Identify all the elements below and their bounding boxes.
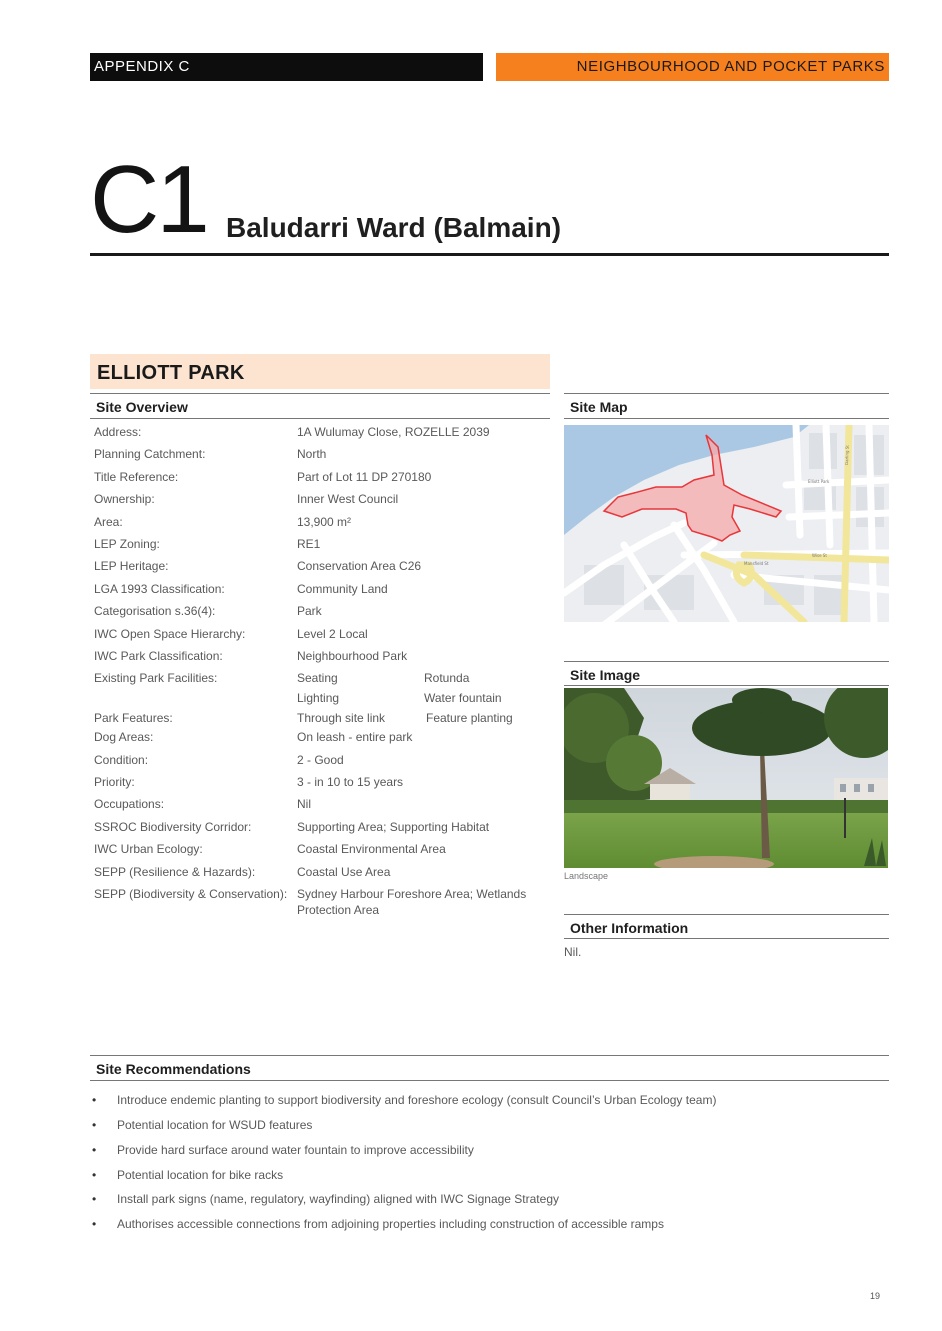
facility-item: Seating (297, 671, 338, 685)
overview-label: SSROC Biodiversity Corridor: (94, 820, 252, 834)
facility-item: Rotunda (424, 671, 470, 685)
bullet-icon: • (92, 1118, 97, 1132)
overview-label: Dog Areas: (94, 730, 154, 744)
overview-value: Part of Lot 11 DP 270180 (297, 470, 432, 484)
facility-item: Water fountain (424, 691, 502, 705)
feature-item: Through site link (297, 711, 386, 725)
overview-label: LGA 1993 Classification: (94, 582, 225, 596)
overview-value: Level 2 Local (297, 627, 368, 641)
recommendation-item: Install park signs (name, regulatory, wayfinding) aligned with IWC Signage Strategy (117, 1192, 559, 1206)
overview-value: Inner West Council (297, 492, 399, 506)
bullet-icon: • (92, 1217, 97, 1231)
overview-label: SEPP (Resilience & Hazards): (94, 865, 256, 879)
overview-label: IWC Urban Ecology: (94, 842, 203, 856)
recommendation-item: Potential location for bike racks (117, 1168, 284, 1182)
photo-caption: Landscape (564, 871, 609, 881)
site-map-heading: Site Map (564, 393, 889, 419)
site-image-heading: Site Image (564, 661, 889, 686)
overview-label: LEP Zoning: (94, 537, 160, 551)
facilities-label: Existing Park Facilities: (94, 671, 218, 685)
recommendation-item: Provide hard surface around water fountain to improve accessibility (117, 1143, 474, 1157)
overview-value: 1A Wulumay Close, ROZELLE 2039 (297, 425, 490, 439)
overview-label: IWC Park Classification: (94, 649, 223, 663)
overview-label: Condition: (94, 753, 149, 767)
overview-value: Protection Area (297, 903, 380, 917)
map-graphic (564, 425, 889, 622)
overview-label: Categorisation s.36(4): (94, 604, 216, 618)
site-overview-heading: Site Overview (90, 393, 550, 419)
category-header: NEIGHBOURHOOD AND POCKET PARKS (496, 53, 889, 81)
overview-value: 2 - Good (297, 753, 344, 767)
title-divider (90, 253, 889, 256)
overview-label: Ownership: (94, 492, 155, 506)
svg-text:Darling St: Darling St (844, 445, 850, 466)
overview-label: SEPP (Biodiversity & Conservation): (94, 887, 288, 901)
other-info-heading: Other Information (564, 914, 889, 939)
facility-item: Lighting (297, 691, 340, 705)
section-code: C1 (90, 146, 207, 253)
overview-value: Coastal Use Area (297, 865, 391, 879)
feature-item: Feature planting (426, 711, 513, 725)
overview-value: Neighbourhood Park (297, 649, 408, 663)
overview-value: Coastal Environmental Area (297, 842, 446, 856)
overview-value: Conservation Area C26 (297, 559, 422, 573)
overview-value: North (297, 447, 327, 461)
bullet-icon: • (92, 1093, 97, 1107)
overview-label: Priority: (94, 775, 135, 789)
appendix-header: APPENDIX C (90, 53, 483, 81)
overview-value: Park (297, 604, 322, 618)
recommendations-heading: Site Recommendations (90, 1055, 889, 1081)
overview-value: Community Land (297, 582, 388, 596)
overview-value: 13,900 m² (297, 515, 352, 529)
recommendation-item: Authorises accessible connections from adjoining properties including construction of accessible ramps (117, 1217, 664, 1231)
overview-value: Supporting Area; Supporting Habitat (297, 820, 490, 834)
overview-value: 3 - in 10 to 15 years (297, 775, 404, 789)
overview-label: Occupations: (94, 797, 165, 811)
overview-label: Title Reference: (94, 470, 179, 484)
park-name-banner: ELLIOTT PARK (90, 354, 550, 389)
overview-label: Area: (94, 515, 123, 529)
svg-text:Elliott Park: Elliott Park (808, 479, 830, 484)
overview-value: On leash - entire park (297, 730, 413, 744)
bullet-icon: • (92, 1168, 97, 1182)
other-info-text: Nil. (564, 945, 582, 959)
bullet-icon: • (92, 1192, 97, 1206)
ward-title: Baludarri Ward (Balmain) (226, 212, 562, 243)
site-map (564, 425, 889, 622)
page-number: 19 (870, 1291, 881, 1301)
site-photo (564, 688, 888, 868)
features-label: Park Features: (94, 711, 173, 725)
overview-label: Address: (94, 425, 142, 439)
photo-graphic (564, 688, 888, 868)
overview-label: IWC Open Space Hierarchy: (94, 627, 246, 641)
overview-label: Planning Catchment: (94, 447, 206, 461)
overview-value: RE1 (297, 537, 321, 551)
bullet-icon: • (92, 1143, 97, 1157)
svg-text:Wise St: Wise St (812, 553, 827, 558)
overview-value: Sydney Harbour Foreshore Area; Wetlands (297, 887, 527, 901)
overview-value: Nil (297, 797, 311, 811)
overview-label: LEP Heritage: (94, 559, 169, 573)
recommendation-item: Potential location for WSUD features (117, 1118, 313, 1132)
recommendation-item: Introduce endemic planting to support biodiversity and foreshore ecology (consult Council’s Urban Ecology team) (117, 1093, 717, 1107)
svg-text:Mansfield St: Mansfield St (744, 561, 769, 566)
